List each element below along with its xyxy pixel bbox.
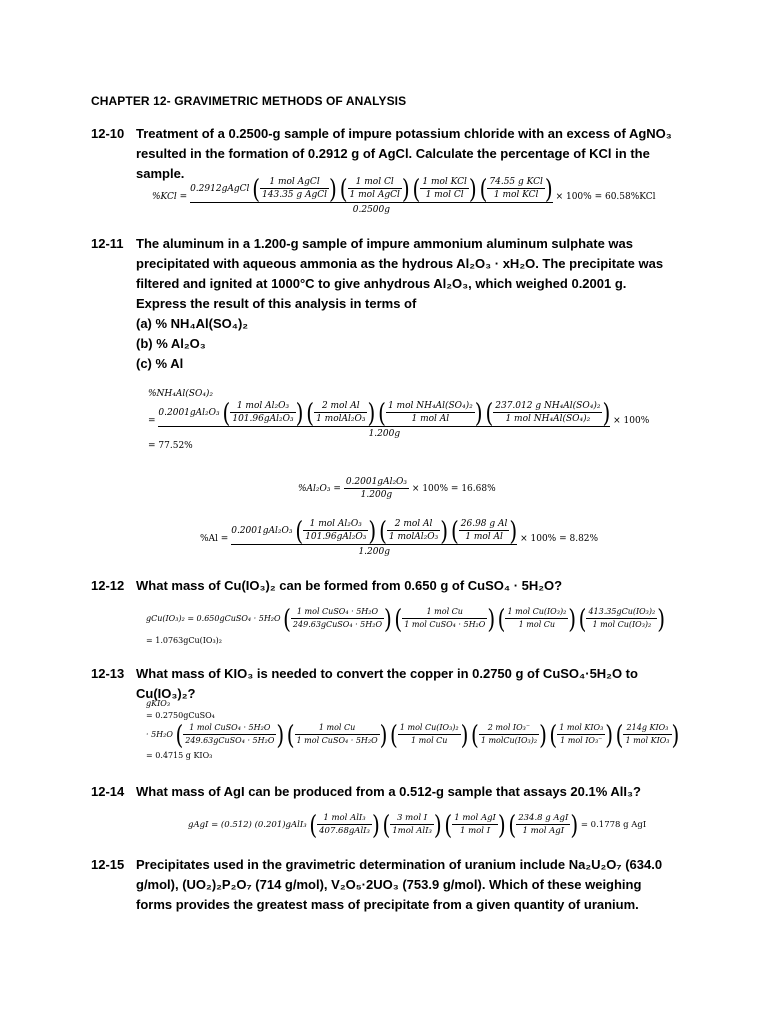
factor-num: 1 mol CuSO₄ · 5H₂O: [291, 606, 384, 619]
factor-num: 1 mol Al₂O₃: [230, 400, 295, 413]
problem-number: 12-10: [91, 126, 125, 141]
problem-text: What mass of KIO₃ is needed to convert the copper in 0.2750 g of CuSO₄·5H₂O to Cu(IO₃)₂?: [136, 666, 638, 701]
problem-number: 12-14: [91, 784, 125, 799]
problem-number: 12-15: [91, 857, 125, 872]
factor-num: 2 mol IO₃⁻: [479, 722, 539, 735]
factor-den: 1 molAl₂O₃: [388, 532, 439, 542]
factor-num: 1 mol Cu: [402, 606, 487, 619]
part-c: (c) % Al: [136, 356, 184, 371]
factor-den: 1 mol KCl: [493, 190, 539, 200]
factor-num: 1 mol Cu(IO₃)₂: [505, 606, 568, 619]
eq-numerator: 0.2001gAl₂O₃: [345, 477, 408, 487]
eq-line1: gKIO₃: [146, 699, 171, 708]
factor-num: 234.8 g AgI: [518, 813, 569, 823]
equation-12-11c: [200, 514, 599, 558]
problem-12-10: [91, 124, 676, 184]
factor-den: 1 mol CuSO₄ · 5H₂O: [404, 620, 486, 629]
problem-number: 12-11: [91, 236, 124, 251]
problem-text: What mass of AgI can be produced from a 0.512-g sample that assays 20.1% AlI₃?: [136, 784, 641, 799]
factor-den: 249.63gCuSO₄ · 5H₂O: [292, 620, 383, 629]
eq-result: × 100% = 16.68%: [411, 484, 496, 494]
factor-num: 26.98 g Al: [460, 519, 508, 529]
factor-den: 101.96gAl₂O₃: [232, 414, 294, 424]
factor-den: 407.68gAlI₃: [319, 826, 370, 836]
factor-den: 1 mol AgCl: [349, 190, 400, 200]
eq-denominator: 1.200g: [358, 547, 390, 557]
factor-den: 1 mol AgI: [522, 826, 565, 836]
factor-den: 1 mol KIO₃: [625, 736, 670, 745]
problem-number: 12-12: [91, 578, 125, 593]
eq-result: = 0.1778 g AgI: [580, 820, 647, 830]
factor-num: 3 mol I: [390, 812, 434, 825]
factor-den: 143.35 g AgCl: [262, 190, 328, 200]
eq-tail: × 100%: [613, 415, 650, 426]
problem-text: Precipitates used in the gravimetric determination of uranium include Na₂U₂O₇ (634.0 g/mol), (UO₂)₂P₂O₇ (714 g/mol), V₂O₅·2UO₃ (753.9 g/mol). Which of these weighing forms provides the greatest mass of precipitate from a given quantity of uranium.: [136, 857, 663, 912]
eq-fraction: 0.2912gAgCl ( $\frac{\text{1 mol AgCl}}{\text{143.35 g AgCl}}$ ) ( $\frac{\text{1 mol Cl}}{\text{1 mol AgCl}}$ ) ( $\frac{\text{1 mol KCl}}{\text{1 mol Cl}}$ ) ( $\frac{\text{74.55 g KCl}}{\text{1 mol KCl}}$ ) 0.2500g: [190, 172, 553, 215]
problem-text: The aluminum in a 1.200-g sample of impure ammonium aluminum sulphate was precipitated with aqueous ammonia as the hydrous Al₂O₃ · xH₂O. The precipitate was filtered and ignited at 1000°C to give anhydrous Al₂O₃, which weighed 0.2001 g. Express the result of this analysis in terms of: [136, 236, 664, 311]
eq-result: = 1.0763gCu(IO₃)₂: [146, 636, 223, 645]
eq-result: = 0.4715 g KIO₃: [146, 751, 213, 760]
eq-result: = 77.52%: [148, 441, 193, 451]
factor-den: 1 mol Al: [465, 532, 503, 542]
factor-num: 1 mol NH₄Al(SO₄)₂: [387, 401, 473, 411]
factor-den: 101.96gAl₂O₃: [305, 532, 367, 542]
equation-12-11a: %NH₄Al(SO₄)₂ = 0.2001gAl₂O₃ ( $\frac{\text{1 mol Al₂O₃}}{\text{101.96gAl₂O₃}}$ ) ( $\frac{\text{2 mol Al}}{\text{1 molAl₂O₃}}$ ) ( $\frac{\text{1 mol NH₄Al(SO₄)₂}}{\text{1 mol Al}}$ ) ( $\frac{\text{237.012 g NH₄Al(SO₄)₂}}{\text{1 mol NH₄Al(SO₄)₂}}$ ) 1.200g × 100% = 77.52%: [148, 389, 650, 451]
factor-den: 1 mol IO₃⁻: [560, 736, 603, 745]
equation-12-12: gCu(IO₃)₂ = 0.650gCuSO₄ · 5H₂O ( $\frac{\text{1 mol CuSO₄ · 5H₂O}}{\text{249.63gCuSO₄ · 5H₂O}}$ ) ( $\frac{\text{1 mol Cu}}{\text{1 mol CuSO₄ · 5H₂O}}$ ) ( $\frac{\text{1 mol Cu(IO₃)₂}}{\text{1 mol Cu}}$ ) ( $\frac{\text{413.35gCu(IO₃)₂}}{\text{1 mol Cu(IO₃)₂}}$ ) = 1.0763gCu(IO₃)₂: [146, 602, 666, 645]
problem-text: Treatment of a 0.2500-g sample of impure potassium chloride with an excess of AgNO₃ resulted in the formation of 0.2912 g of AgCl. Calculate the percentage of KCl in the sample.: [136, 126, 672, 181]
eq-lhs: gAgI = (0.512) (0.201)gAlI₃: [188, 820, 307, 830]
equation-12-11b: [298, 476, 496, 501]
factor-num: 1 mol CuSO₄ · 5H₂O: [183, 722, 276, 735]
chapter-heading: CHAPTER 12- GRAVIMETRIC METHODS OF ANALYSIS: [91, 94, 407, 108]
factor-num: 1 mol AlI₃: [317, 812, 372, 825]
problem-12-15: [91, 855, 668, 915]
factor-num: 1 mol AgI: [454, 813, 496, 823]
problem-12-11: [91, 234, 671, 374]
eq-label: %NH₄Al(SO₄)₂: [148, 389, 214, 399]
eq-denominator: 0.2500g: [352, 205, 391, 215]
problem-12-14: [91, 782, 676, 802]
eq-mass: 0.2001gAl₂O₃: [231, 526, 293, 536]
factor-num: 214g KIO₃: [623, 722, 671, 735]
factor-den: 1mol AlI₃: [392, 826, 432, 836]
part-a: (a) % NH₄Al(SO₄)₂: [136, 316, 249, 331]
factor-den: 1 mol Cl: [425, 190, 464, 200]
factor-den: 1 molAl₂O₃: [316, 414, 366, 424]
problem-text: What mass of Cu(IO₃)₂ can be formed from 0.650 g of CuSO₄ · 5H₂O?: [136, 578, 563, 593]
eq-result: × 100% = 8.82%: [520, 533, 599, 544]
factor-den: 1 mol I: [460, 826, 491, 836]
factor-den: 1 mol Cu: [518, 620, 556, 629]
equation-12-10: [152, 172, 656, 216]
eq-line3: · 5H₂O: [146, 729, 173, 739]
factor-num: 2 mol Al: [387, 518, 440, 531]
eq-mass: 0.2912gAgCl: [190, 184, 250, 194]
factor-den: 1 mol Cu(IO₃)₂: [592, 620, 652, 629]
eq-fraction: 0.2001gAl₂O₃ ( $\frac{\text{1 mol Al₂O₃}}{\text{101.96gAl₂O₃}}$ ) ( $\frac{\text{2 mol Al}}{\text{1 molAl₂O₃}}$ ) ( $\frac{\text{26.98 g Al}}{\text{1 mol Al}}$ ) 1.200g: [231, 514, 518, 557]
eq-lhs: gCu(IO₃)₂ = 0.650gCuSO₄ · 5H₂O: [146, 613, 281, 623]
factor-num: 1 mol Cu(IO₃)₂: [398, 722, 461, 735]
factor-den: 1 molCu(IO₃)₂: [480, 736, 538, 745]
factor-den: 249.63gCuSO₄ · 5H₂O: [185, 736, 275, 745]
eq-lhs: %Al =: [200, 533, 229, 544]
factor-num: 74.55 g KCl: [489, 177, 543, 187]
eq-lhs: %KCl =: [152, 191, 188, 202]
factor-num: 1 mol Cu: [295, 722, 380, 735]
factor-den: 1 mol CuSO₄ · 5H₂O: [296, 736, 378, 745]
factor-num: 2 mol Al: [314, 400, 367, 413]
equation-12-14: gAgI = (0.512) (0.201)gAlI₃ ( $\frac{\text{1 mol AlI₃}}{\text{407.68gAlI₃}}$ ) ( $\frac{\text{3 mol I}}{\text{1mol AlI₃}}$ ) ( $\frac{\text{1 mol AgI}}{\text{1 mol I}}$ ) ( $\frac{\text{234.8 g AgI}}{\text{1 mol AgI}}$ ) = 0.1778 g AgI: [188, 808, 647, 841]
eq-denominator: 1.200g: [368, 429, 401, 439]
eq-lhs: %Al₂O₃ =: [298, 484, 341, 494]
eq-denominator: 1.200g: [360, 490, 393, 500]
factor-den: 1 mol NH₄Al(SO₄)₂: [505, 414, 591, 424]
factor-num: 1 mol KIO₃: [557, 722, 605, 735]
eq-mass: 0.2001gAl₂O₃: [158, 408, 220, 418]
factor-num: 1 mol AgCl: [260, 176, 329, 189]
equation-12-13: gKIO₃ = 0.2750gCuSO₄ · 5H₂O ( $\frac{\text{1 mol CuSO₄ · 5H₂O}}{\text{249.63gCuSO₄ · 5H₂O}}$ ) ( $\frac{\text{1 mol Cu}}{\text{1 mol CuSO₄ · 5H₂O}}$ ) ( $\frac{\text{1 mol Cu(IO₃)₂}}{\text{1 mol Cu}}$ ) ( $\frac{\text{2 mol IO₃⁻}}{\text{1 molCu(IO₃)₂}}$ ) ( $\frac{\text{1 mol KIO₃}}{\text{1 mol IO₃⁻}}$ ) ( $\frac{\text{214g KIO₃}}{\text{1 mol KIO₃}}$ ) = 0.4715 g KIO₃: [146, 699, 680, 760]
eq-result: × 100% = 60.58%KCl: [555, 191, 656, 202]
factor-num: 1 mol Cl: [348, 176, 402, 189]
factor-num: 1 mol Al₂O₃: [303, 518, 368, 531]
problem-number: 12-13: [91, 666, 125, 681]
factor-num: 1 mol KCl: [422, 177, 467, 187]
eq-line2: = 0.2750gCuSO₄: [146, 711, 215, 720]
part-b: (b) % Al₂O₃: [136, 336, 206, 351]
factor-den: 1 mol Al: [411, 414, 450, 424]
eq-fraction: 0.2001gAl₂O₃ ( $\frac{\text{1 mol Al₂O₃}}{\text{101.96gAl₂O₃}}$ ) ( $\frac{\text{2 mol Al}}{\text{1 molAl₂O₃}}$ ) ( $\frac{\text{1 mol NH₄Al(SO₄)₂}}{\text{1 mol Al}}$ ) ( $\frac{\text{237.012 g NH₄Al(SO₄)₂}}{\text{1 mol NH₄Al(SO₄)₂}}$ ) 1.200g: [158, 396, 611, 439]
factor-den: 1 mol Cu: [411, 736, 448, 745]
problem-12-12: [91, 576, 676, 596]
factor-num: 413.35gCu(IO₃)₂: [586, 606, 657, 619]
factor-num: 237.012 g NH₄Al(SO₄)₂: [495, 401, 601, 411]
